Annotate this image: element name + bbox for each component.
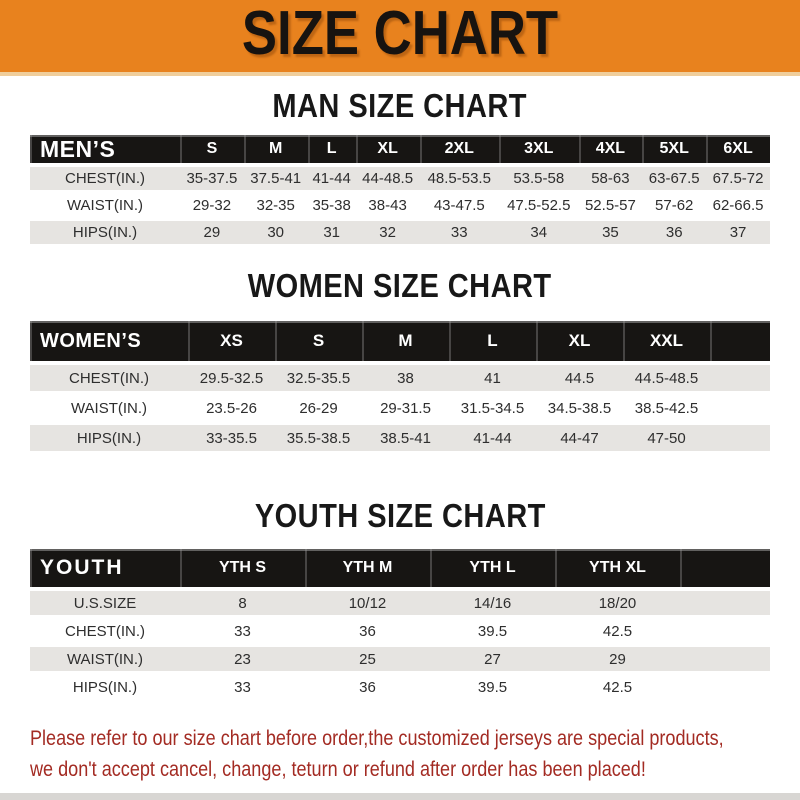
size-value-cell: 38.5-42.5 — [623, 395, 710, 421]
women-size-chart-heading-text: WOMEN SIZE CHART — [248, 267, 552, 304]
youth-size-chart-heading-text: YOUTH SIZE CHART — [254, 497, 546, 534]
row-spacer-cell — [710, 425, 770, 451]
size-column-header: M — [362, 321, 449, 361]
size-value-cell: 58-63 — [579, 167, 643, 190]
table-row — [30, 194, 770, 217]
disclaimer-line-1: Please refer to our size chart before order,the customized jerseys are special products, — [30, 726, 724, 750]
size-value-cell: 31 — [308, 221, 356, 244]
table-row — [30, 167, 770, 190]
size-value-cell: 41 — [449, 365, 536, 391]
size-value-cell: 29 — [555, 647, 680, 671]
size-value-cell: 31.5-34.5 — [449, 395, 536, 421]
size-value-cell: 67.5-72 — [706, 167, 770, 190]
size-column-header: L — [449, 321, 536, 361]
size-value-cell: 53.5-58 — [499, 167, 579, 190]
size-value-cell: 27 — [430, 647, 555, 671]
size-value-cell: 62-66.5 — [706, 194, 770, 217]
size-value-cell: 38 — [362, 365, 449, 391]
row-label-cell: WAIST(IN.) — [30, 647, 180, 671]
row-label-cell: HIPS(IN.) — [30, 675, 180, 699]
row-label-cell: WAIST(IN.) — [30, 395, 188, 421]
size-column-header: YTH XL — [555, 549, 680, 587]
youth-size-section — [0, 499, 800, 703]
size-column-header: XL — [356, 135, 420, 163]
size-value-cell: 35-37.5 — [180, 167, 244, 190]
size-value-cell: 37.5-41 — [244, 167, 308, 190]
table-row — [30, 221, 770, 244]
size-column-header: 4XL — [579, 135, 643, 163]
table-header-row — [30, 321, 770, 361]
table-row — [30, 365, 770, 391]
man-size-chart-heading — [0, 89, 800, 122]
size-column-header: S — [180, 135, 244, 163]
size-column-header: YTH S — [180, 549, 305, 587]
size-value-cell: 35 — [579, 221, 643, 244]
size-value-cell: 29 — [180, 221, 244, 244]
size-value-cell: 32-35 — [244, 194, 308, 217]
size-value-cell: 35-38 — [308, 194, 356, 217]
size-value-cell: 42.5 — [555, 675, 680, 699]
table-row — [30, 395, 770, 421]
youth-size-table — [30, 545, 770, 703]
women-size-section — [0, 269, 800, 455]
row-label-cell: U.S.SIZE — [30, 591, 180, 615]
size-value-cell: 52.5-57 — [579, 194, 643, 217]
size-value-cell: 10/12 — [305, 591, 430, 615]
row-spacer-cell — [680, 591, 770, 615]
size-value-cell: 44-47 — [536, 425, 623, 451]
size-value-cell: 33 — [180, 675, 305, 699]
size-value-cell: 37 — [706, 221, 770, 244]
size-value-cell: 29-32 — [180, 194, 244, 217]
size-value-cell: 14/16 — [430, 591, 555, 615]
size-column-header: S — [275, 321, 362, 361]
size-value-cell: 38.5-41 — [362, 425, 449, 451]
size-value-cell: 36 — [305, 675, 430, 699]
size-value-cell: 44.5-48.5 — [623, 365, 710, 391]
bottom-edge-strip — [0, 793, 800, 800]
size-column-header: YTH M — [305, 549, 430, 587]
size-column-header: 6XL — [706, 135, 770, 163]
row-label-cell: CHEST(IN.) — [30, 167, 180, 190]
size-value-cell: 57-62 — [642, 194, 706, 217]
size-column-header: L — [308, 135, 356, 163]
size-column-header: XL — [536, 321, 623, 361]
size-value-cell: 18/20 — [555, 591, 680, 615]
order-disclaimer — [30, 723, 800, 785]
size-value-cell: 34.5-38.5 — [536, 395, 623, 421]
table-row — [30, 675, 770, 699]
table-row — [30, 619, 770, 643]
size-value-cell: 23.5-26 — [188, 395, 275, 421]
table-row — [30, 647, 770, 671]
size-value-cell: 8 — [180, 591, 305, 615]
size-value-cell: 30 — [244, 221, 308, 244]
size-column-header: 3XL — [499, 135, 579, 163]
table-row — [30, 425, 770, 451]
size-column-header: M — [244, 135, 308, 163]
size-value-cell: 41-44 — [449, 425, 536, 451]
size-value-cell: 44.5 — [536, 365, 623, 391]
size-value-cell: 25 — [305, 647, 430, 671]
youth-size-chart-heading — [0, 499, 800, 532]
row-label-cell: WAIST(IN.) — [30, 194, 180, 217]
size-value-cell: 33-35.5 — [188, 425, 275, 451]
mens-size-table — [30, 131, 770, 248]
row-spacer-cell — [680, 619, 770, 643]
row-label-cell: HIPS(IN.) — [30, 425, 188, 451]
size-value-cell: 33 — [420, 221, 500, 244]
size-value-cell: 35.5-38.5 — [275, 425, 362, 451]
banner-title: SIZE CHART — [241, 0, 559, 68]
row-spacer-cell — [710, 395, 770, 421]
size-value-cell: 23 — [180, 647, 305, 671]
header-spacer-cell — [680, 549, 770, 587]
table-header-row — [30, 135, 770, 163]
size-value-cell: 44-48.5 — [356, 167, 420, 190]
size-value-cell: 32.5-35.5 — [275, 365, 362, 391]
size-value-cell: 36 — [642, 221, 706, 244]
row-spacer-cell — [680, 675, 770, 699]
man-size-section — [0, 89, 800, 248]
header-spacer-cell — [710, 321, 770, 361]
size-column-header: XXL — [623, 321, 710, 361]
size-value-cell: 33 — [180, 619, 305, 643]
row-label-cell: HIPS(IN.) — [30, 221, 180, 244]
man-size-chart-heading-text: MAN SIZE CHART — [272, 87, 528, 124]
size-column-header: XS — [188, 321, 275, 361]
size-value-cell: 36 — [305, 619, 430, 643]
women-size-chart-heading — [0, 269, 800, 302]
table-group-label: MEN’S — [30, 135, 180, 163]
size-value-cell: 42.5 — [555, 619, 680, 643]
disclaimer-line-2: we don't accept cancel, change, teturn or refund after order has been placed! — [30, 757, 646, 782]
size-value-cell: 41-44 — [308, 167, 356, 190]
size-value-cell: 26-29 — [275, 395, 362, 421]
table-group-label: YOUTH — [30, 549, 180, 587]
womens-size-table — [30, 317, 770, 455]
size-column-header: 2XL — [420, 135, 500, 163]
size-value-cell: 48.5-53.5 — [420, 167, 500, 190]
row-label-cell: CHEST(IN.) — [30, 365, 188, 391]
table-header-row — [30, 549, 770, 587]
size-value-cell: 47-50 — [623, 425, 710, 451]
size-value-cell: 43-47.5 — [420, 194, 500, 217]
size-value-cell: 34 — [499, 221, 579, 244]
size-value-cell: 47.5-52.5 — [499, 194, 579, 217]
row-spacer-cell — [680, 647, 770, 671]
size-value-cell: 38-43 — [356, 194, 420, 217]
size-value-cell: 29-31.5 — [362, 395, 449, 421]
row-label-cell: CHEST(IN.) — [30, 619, 180, 643]
size-value-cell: 29.5-32.5 — [188, 365, 275, 391]
table-group-label: WOMEN’S — [30, 321, 188, 361]
table-row — [30, 591, 770, 615]
size-value-cell: 63-67.5 — [642, 167, 706, 190]
size-value-cell: 32 — [356, 221, 420, 244]
size-value-cell: 39.5 — [430, 619, 555, 643]
size-column-header: 5XL — [642, 135, 706, 163]
size-chart-banner — [0, 0, 800, 76]
size-value-cell: 39.5 — [430, 675, 555, 699]
row-spacer-cell — [710, 365, 770, 391]
size-column-header: YTH L — [430, 549, 555, 587]
